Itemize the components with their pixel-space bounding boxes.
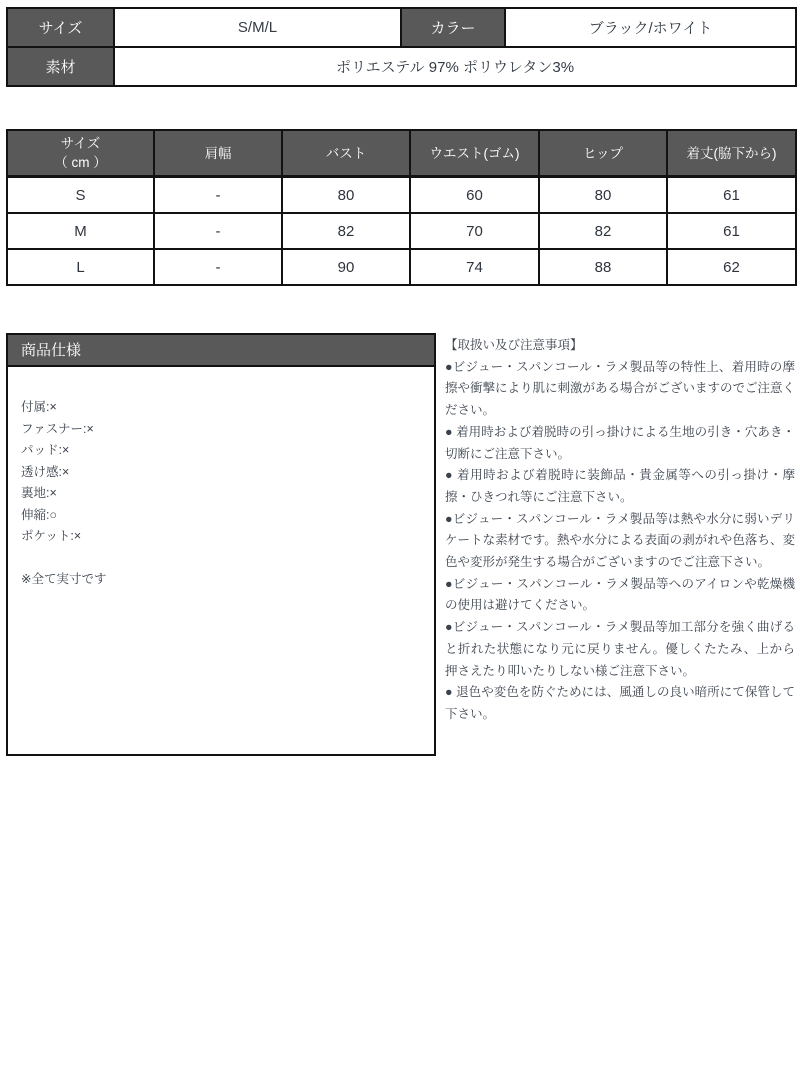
handling-note-bullet: ●ビジュー・スパンコール・ラメ製品等へのアイロンや乾燥機の使用は避けてください。 (445, 576, 795, 613)
handling-notes-title: 【取扱い及び注意事項】 (445, 338, 583, 352)
size-chart-header-hip: ヒップ (539, 130, 667, 177)
handling-note-bullet: ●ビジュー・スパンコール・ラメ製品等は熱や水分に弱いデリケートな素材です。熱や水分による表面の剥がれや色落ち、変色や変形が発生する場合がございますのでご注意下さい。 (445, 511, 795, 570)
size-chart-table (6, 129, 797, 286)
size-chart-cell: L (7, 249, 154, 285)
size-chart-cell: 70 (410, 213, 539, 249)
spec-item-pocket: ポケット:× (21, 529, 82, 543)
handling-note-bullet: ● 退色や変色を防ぐためには、風通しの良い暗所にて保管して下さい。 (445, 685, 795, 721)
spec-item-stretch: 伸縮:○ (21, 507, 58, 522)
size-chart-cell: 88 (539, 249, 667, 285)
bottom-section (6, 333, 795, 756)
size-chart-cell: 62 (667, 249, 796, 285)
size-chart-cell: - (154, 213, 282, 249)
product-spec-box (6, 333, 436, 756)
size-chart-cell: 82 (539, 213, 667, 249)
size-chart-cell: - (154, 177, 282, 214)
size-chart-header-waist: ウエスト(ゴム) (410, 130, 539, 177)
spec-item-sheerness: 透け感:× (21, 464, 70, 479)
handling-note-bullet: ● 着用時および着脱時の引っ掛けによる生地の引き・穴あき・切断にご注意下さい。 (445, 424, 795, 461)
handling-note-bullet: ● 着用時および着脱時に装飾品・貴金属等への引っ掛け・摩擦・ひきつれ等にご注意下さい。 (445, 468, 795, 504)
size-chart-cell: 61 (667, 177, 796, 214)
size-label-cell: サイズ (7, 8, 114, 47)
size-chart-header-bust: バスト (282, 130, 410, 177)
product-spec-body (8, 367, 434, 591)
size-chart-cell: 82 (282, 213, 410, 249)
handling-note-bullet: ●ビジュー・スパンコール・ラメ製品等加工部分を強く曲げると折れた状態になり元に戻りません。優しくたたみ、上から押さえたり叩いたりしない様ご注意下さい。 (445, 620, 795, 678)
size-chart-row-s (7, 177, 796, 214)
size-chart-header-length: 着丈(脇下から) (667, 130, 796, 177)
size-chart-header-size-line2: （ cm ） (54, 155, 107, 170)
size-chart-cell: 61 (667, 213, 796, 249)
spec-item-accessory: 付属:× (21, 400, 57, 414)
size-chart-cell: 80 (539, 177, 667, 214)
material-value-cell: ポリエステル 97% ポリウレタン3% (114, 47, 796, 86)
material-label-cell: 素材 (7, 47, 114, 86)
spec-item-pad: パッド:× (21, 443, 70, 457)
size-value-cell: S/M/L (114, 8, 401, 47)
size-chart-cell: 60 (410, 177, 539, 214)
size-chart-header-shoulder: 肩幅 (154, 130, 282, 177)
size-chart-cell: 80 (282, 177, 410, 214)
handling-notes (445, 333, 795, 726)
size-chart-header-row (7, 130, 796, 177)
spec-item-zipper: ファスナー:× (21, 421, 94, 436)
spec-actual-size-note: ※全て実寸です (21, 572, 107, 586)
handling-note-bullet: ●ビジュー・スパンコール・ラメ製品等の特性上、着用時の摩擦や衝撃により肌に刺激がある場合がございますのでご注意ください。 (445, 359, 796, 418)
size-chart-header-size-line1: サイズ (60, 136, 101, 151)
info-row-size-color (7, 8, 796, 47)
product-spec-title: 商品仕様 (8, 335, 434, 367)
size-chart-row-m (7, 213, 796, 249)
color-label-cell: カラー (401, 8, 505, 47)
size-chart-cell: 74 (410, 249, 539, 285)
size-chart-header-size (7, 130, 154, 177)
size-chart-cell: - (154, 249, 282, 285)
info-row-material (7, 47, 796, 86)
size-chart-cell: M (7, 213, 154, 249)
product-info-table (6, 7, 797, 87)
size-chart-row-l (7, 249, 796, 285)
size-chart-cell: S (7, 177, 154, 214)
spec-item-lining: 裏地:× (21, 486, 57, 500)
size-chart-cell: 90 (282, 249, 410, 285)
color-value-cell: ブラック/ホワイト (505, 8, 796, 47)
